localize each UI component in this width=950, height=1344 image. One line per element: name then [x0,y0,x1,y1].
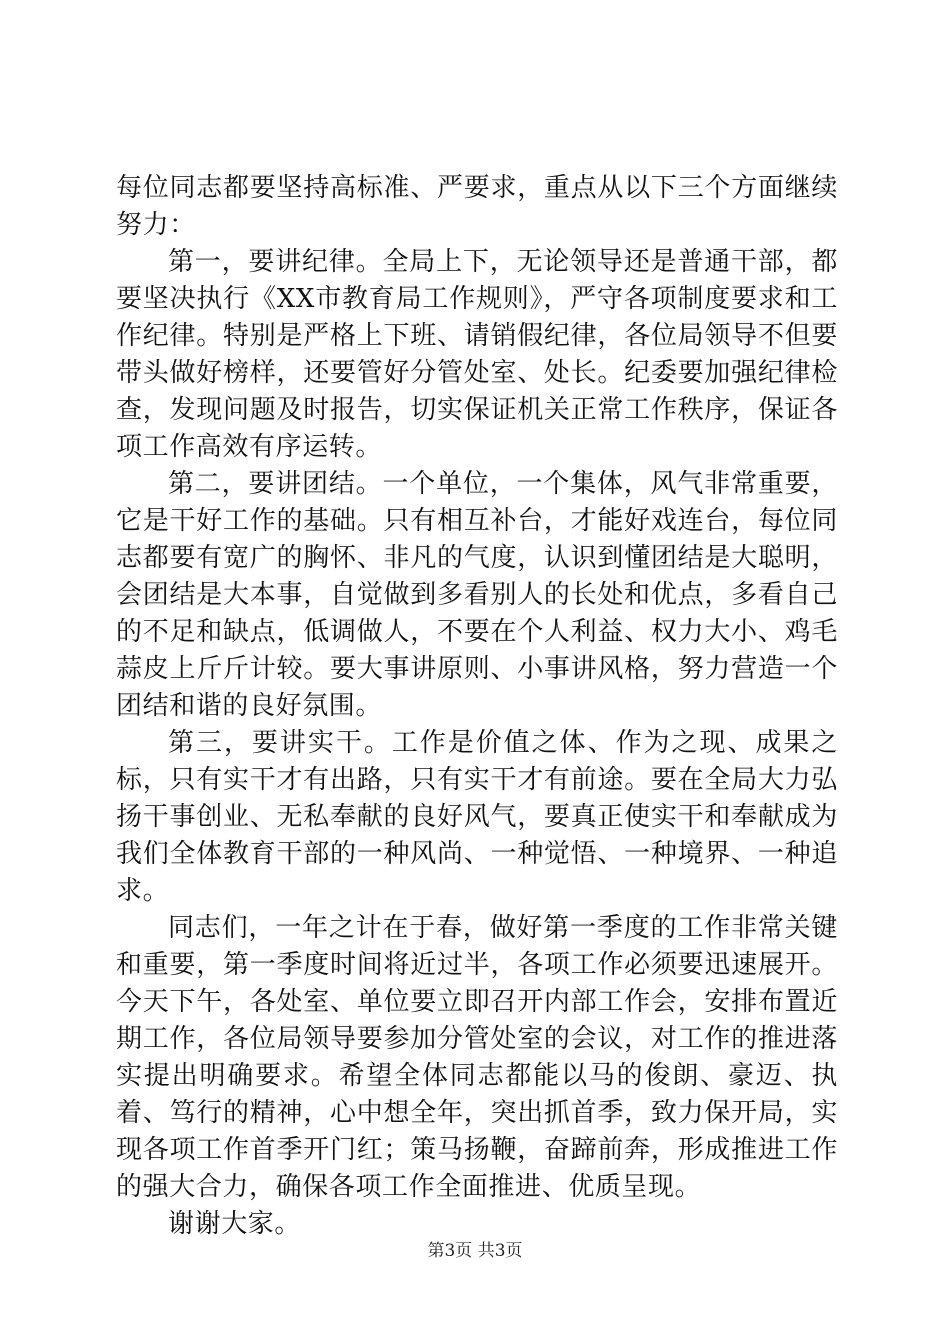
paragraph-continuation: 每位同志都要坚持高标准、严要求，重点从以下三个方面继续努力： [116,173,838,240]
paragraph-thanks: 谢谢大家。 [168,1209,302,1239]
paragraph-closing: 同志们，一年之计在于春，做好第一季度的工作非常关键和重要，第一季度时间将近过半，各项工作必须要迅速展开。今天下午，各处室、单位要立即召开内部工作会，安排布置近期工作，各位局领导要参加分管处室的会议，对工作的推进落实提出明确要求。希望全体同志都能以马的俊朗、豪迈、执着、笃行的精神，心中想全年，突出抓首季，致力保开局，实现各项工作首季开门红；策马扬鞭，奋蹄前奔，形成推进工作的强大合力，确保各项工作全面推进、优质呈现。 [116,913,838,1202]
paragraph-discipline: 第一，要讲纪律。全局上下，无论领导还是普通干部，都要坚决执行《XX市教育局工作规则》，严守各项制度要求和工作纪律。特别是严格上下班、请销假纪律，各位局领导不但要带头做好榜样，还要管好分管处室、处长。纪委要加强纪律检查，发现问题及时报告，切实保证机关正常工作秩序，保证各项工作高效有序运转。 [116,247,838,462]
paragraph-unity: 第二，要讲团结。一个单位，一个集体，风气非常重要，它是干好工作的基础。只有相互补台，才能好戏连台，每位同志都要有宽广的胸怀、非凡的气度，认识到懂团结是大聪明，会团结是大本事，自觉做到多看别人的长处和优点，多看自己的不足和缺点，低调做人，不要在个人利益、权力大小、鸡毛蒜皮上斤斤计较。要大事讲原则、小事讲风格，努力营造一个团结和谐的良好氛围。 [116,469,838,721]
document-body [116,170,838,1243]
page-number-footer: 第3页 共3页 [427,1241,523,1261]
paragraph-hard-work: 第三，要讲实干。工作是价值之体、作为之现、成果之标，只有实干才有出路，只有实干才有前途。要在全局大力弘扬干事创业、无私奉献的良好风气，要真正使实干和奉献成为我们全体教育干部的一种风尚、一种觉悟、一种境界、一种追求。 [116,728,838,906]
